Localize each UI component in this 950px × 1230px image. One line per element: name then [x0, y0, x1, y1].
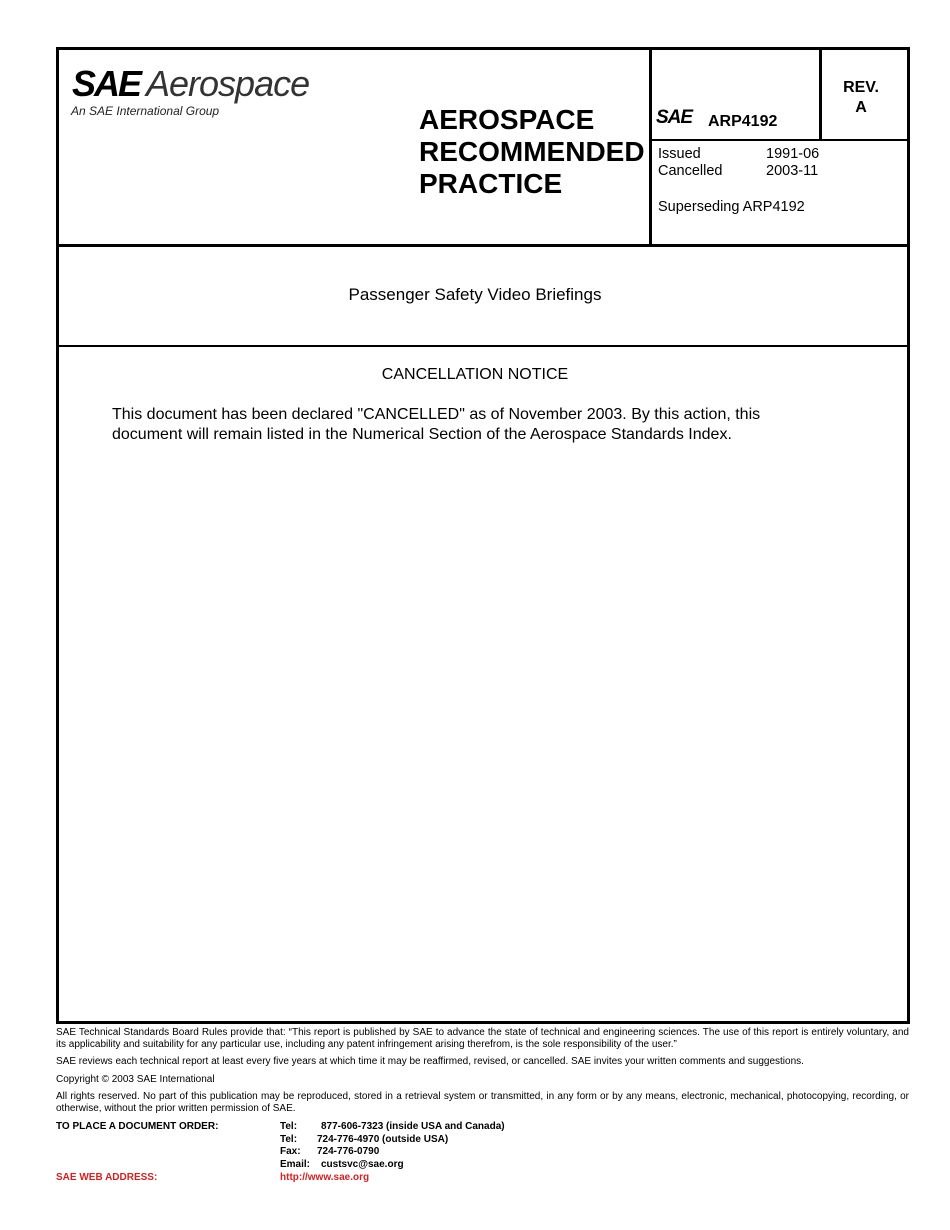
footer-review: SAE reviews each technical report at least every five years at which time it may be reaffirmed, revised, or cancelled. SAE invites your written comments and suggestions.	[56, 1056, 804, 1067]
contact-label: Fax:	[280, 1146, 301, 1157]
logo-tagline: An SAE International Group	[71, 104, 220, 118]
cancellation-body: This document has been declared "CANCELLED" as of November 2003. By this action, this document will remain listed in the Numerical Section of the Aerospace Standards Index.	[112, 406, 761, 443]
contact-value: 877-606-7323 (inside USA and Canada)	[321, 1121, 505, 1132]
issued-label: Issued	[658, 146, 701, 162]
order-label: TO PLACE A DOCUMENT ORDER:	[56, 1121, 219, 1132]
contact-label: Tel:	[280, 1133, 298, 1145]
contact-row	[280, 1134, 505, 1147]
sae-logo: SAE	[72, 63, 141, 104]
revision-value: A	[855, 99, 867, 116]
cancelled-date: 2003-11	[766, 163, 819, 179]
footer-rights: All rights reserved. No part of this publication may be reproduced, stored in a retrieval system or transmitted, in any form or by any means, electronic, mechanical, photocopying, recording, or otherwise, without the prior written permission of SAE.	[56, 1091, 909, 1114]
contact-row	[280, 1146, 505, 1159]
document-type-line: RECOMMENDED	[419, 136, 645, 167]
cancellation-heading: CANCELLATION NOTICE	[381, 366, 569, 383]
contact-value: 724-776-4970 (outside USA)	[317, 1133, 449, 1145]
title-divider	[56, 345, 910, 347]
contact-value[interactable]: custsvc@sae.org	[321, 1158, 404, 1170]
document-number: ARP4192	[708, 113, 778, 130]
order-contacts	[280, 1121, 505, 1171]
document-type-line: PRACTICE	[419, 168, 563, 199]
contact-label: Email:	[280, 1158, 311, 1170]
rev-box-bottom-border	[652, 139, 907, 141]
contact-row	[280, 1121, 505, 1134]
document-type	[419, 104, 645, 200]
web-address-link[interactable]: http://www.sae.org	[280, 1172, 370, 1183]
contact-label: Tel:	[280, 1121, 298, 1132]
contact-row	[280, 1159, 505, 1172]
footer-copyright: Copyright © 2003 SAE International	[56, 1074, 215, 1085]
document-type-line: AEROSPACE	[419, 104, 595, 135]
document-title: Passenger Safety Video Briefings	[348, 285, 602, 304]
aerospace-logo-text: Aerospace	[146, 63, 310, 104]
rev-box-left-border	[819, 50, 822, 140]
superseding-text: Superseding ARP4192	[658, 199, 805, 215]
revision-box	[843, 78, 879, 118]
sae-mini-logo: SAE	[656, 107, 693, 128]
footer-rules: SAE Technical Standards Board Rules provide that: “This report is published by SAE to advance the state of technical and engineering sciences. The use of this report is entirely voluntary, and its applicability and suitability for any particular use, including any patent infringement arising therefrom, is the sole responsibility of the user.”	[56, 1027, 909, 1050]
contact-value: 724-776-0790	[317, 1146, 380, 1157]
issued-date: 1991-06	[766, 146, 820, 162]
header-divider	[56, 244, 910, 247]
cancelled-label: Cancelled	[658, 163, 723, 179]
header-box-left-border	[649, 50, 652, 246]
web-address-label: SAE WEB ADDRESS:	[56, 1172, 158, 1183]
revision-label: REV.	[843, 79, 879, 96]
